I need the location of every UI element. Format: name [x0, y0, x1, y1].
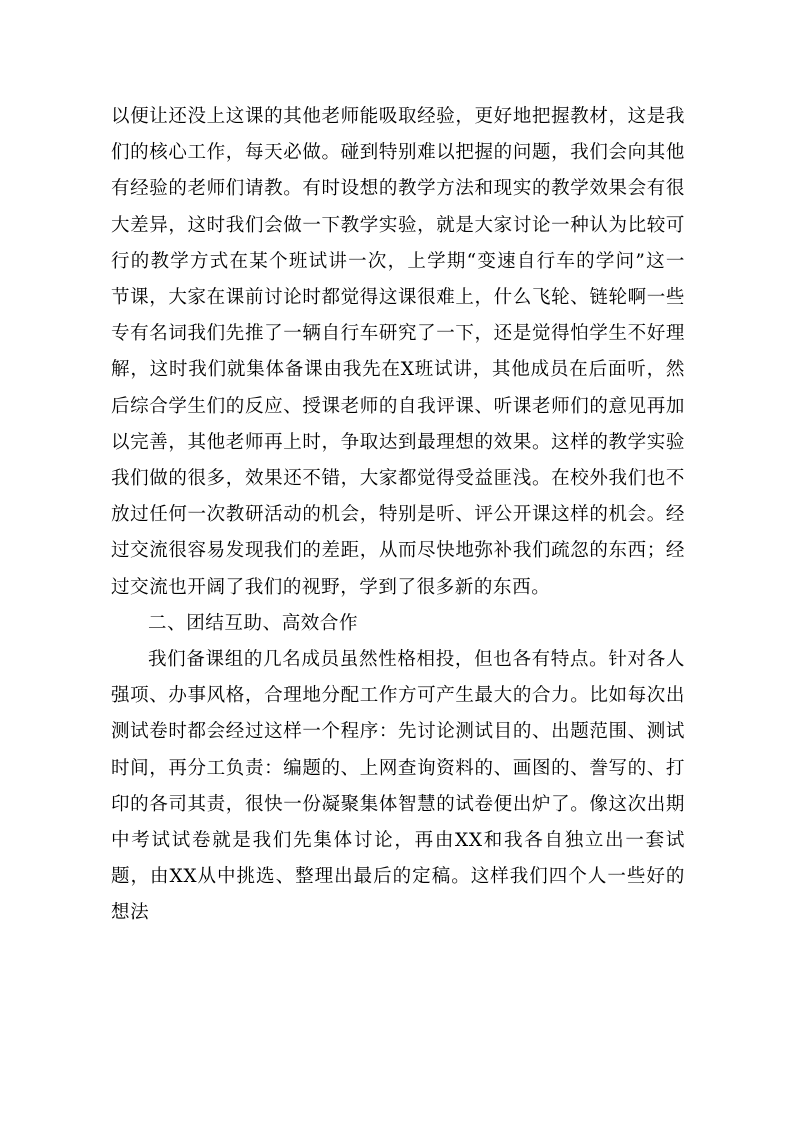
section-heading-teamwork: 二、团结互助、高效合作	[148, 612, 359, 634]
paragraph-teaching-experiments: 以便让还没上这课的其他老师能吸取经验，更好地把握教材，这是我们的核心工作，每天必做。碰到特别难以把握的问题，我们会向其他有经验的老师们请教。有时设想的教学方法和现实的教学效果会有很大差异，这时我们会做一下教学实验，就是大家讨论一种认为比较可行的教学方式在某个班试讲一次，上学期“变速自行车的学问”这一节课，大家在课前讨论时都觉得这课很难上，什么飞轮、链轮啊一些专有名词我们先推了一辆自行车研究了一下，还是觉得怕学生不好理解，这时我们就集体备课由我先在X班试讲，其他成员在后面听，然后综合学生们的反应、授课老师的自我评课、听课老师们的意见再加以完善，其他老师再上时，争取达到最理想的效果。这样的教学实验我们做的很多，效果还不错，大家都觉得受益匪浅。在校外我们也不放过任何一次教研活动的机会，特别是听、评公开课这样的机会。经过交流很容易发现我们的差距，从而尽快地弥补我们疏忽的东西；经过交流也开阔了我们的视野，学到了很多新的东西。	[111, 106, 685, 598]
paragraph-team-members: 我们备课组的几名成员虽然性格相投，但也各有特点。针对各人强项、办事风格，合理地分配工作方可产生最大的合力。比如每次出测试卷时都会经过这样一个程序：先讨论测试目的、出题范围、测试时间，再分工负责：编题的、上网查询资料的、画图的、誊写的、打印的各司其责，很快一份凝聚集体智慧的试卷便出炉了。像这次出期中考试试卷就是我们先集体讨论，再由XX和我各自独立出一套试题，由XX从中挑选、整理出最后的定稿。这样我们四个人一些好的想法	[111, 649, 685, 924]
document-body	[111, 99, 685, 932]
